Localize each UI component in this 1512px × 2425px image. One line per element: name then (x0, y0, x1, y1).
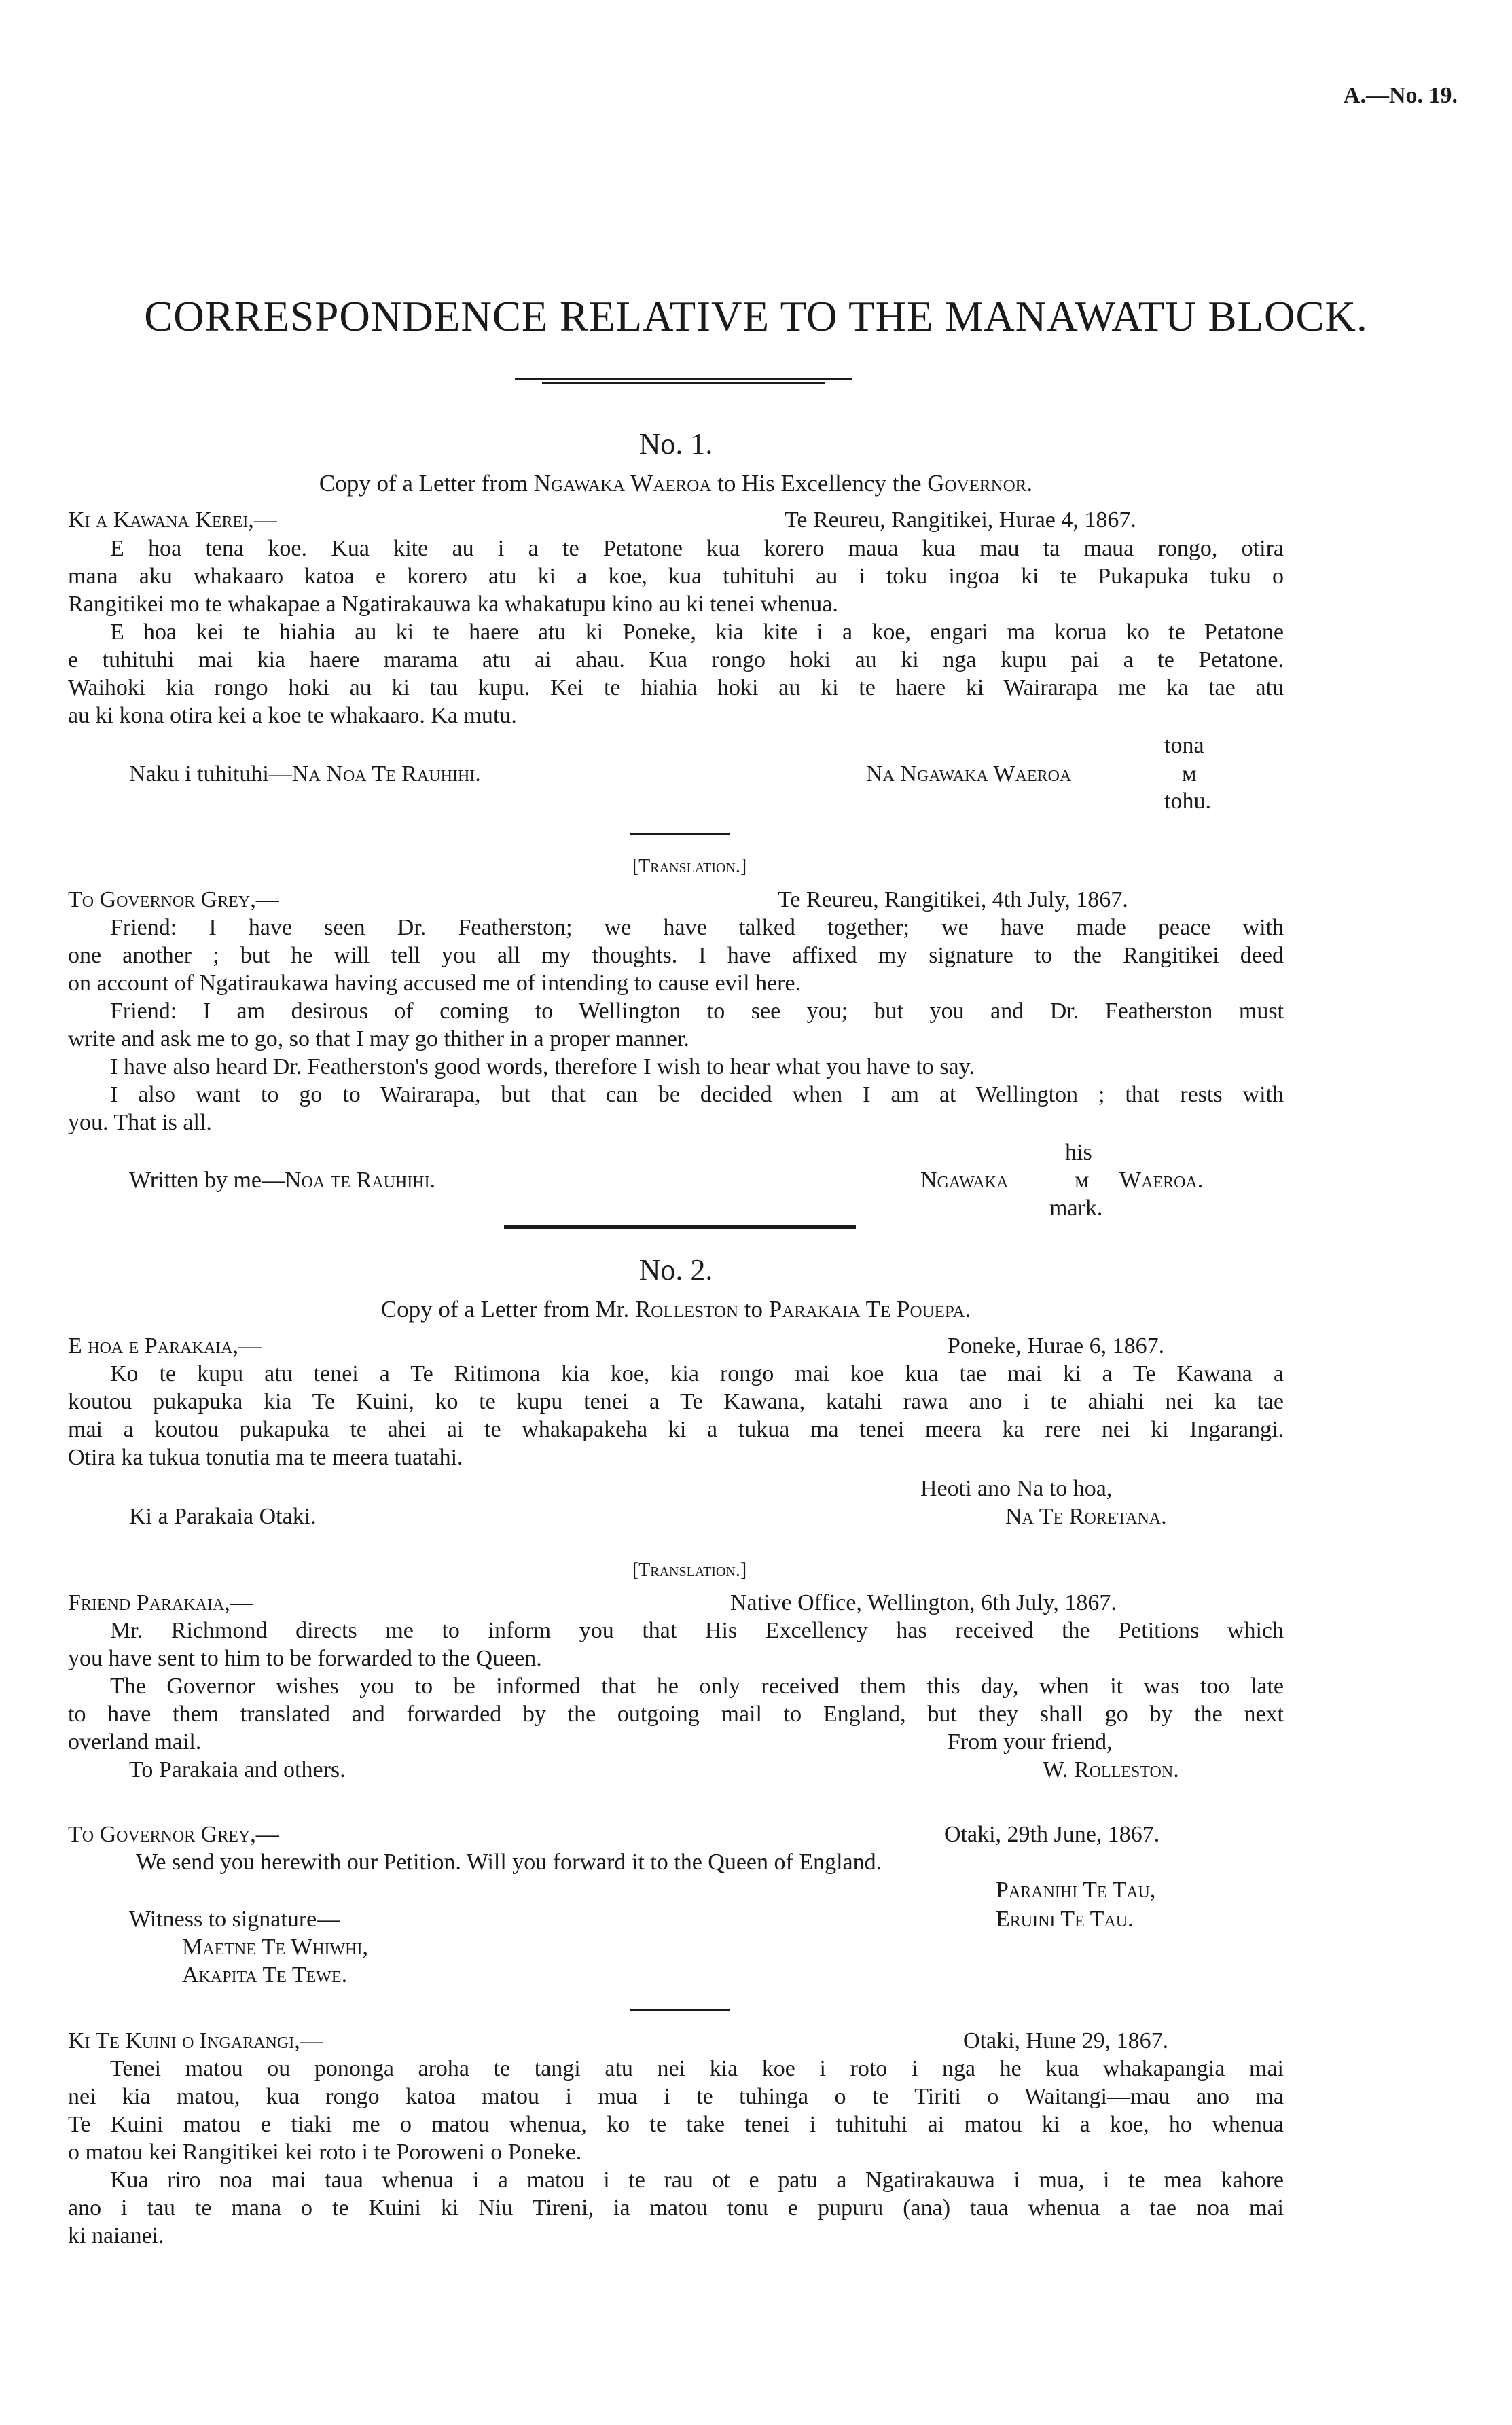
copy-from: Ngawaka Waeroa (533, 470, 712, 497)
body-line: koutou pukapuka kia Te Kuini, ko te kupu tenei a Te Kawana, katahi rawa ano i te ahiahi nei ka tae (68, 1389, 1284, 1414)
body-line: E hoa kei te hiahia au ki te haere atu ki Poneke, kia kite i a koe, engari ma korua ko te Petatone (110, 619, 1284, 645)
body-line: mana aku whakaaro katoa e korero atu ki a koe, kua tuhituhi au i toku ingoa ki te Pukapuka tuku o (68, 564, 1284, 589)
body-line: mai a koutou pukapuka te ahei ai te whakapakeha ki a tukua ma tenei meera ka rere nei ki Ingarangi. (68, 1417, 1284, 1442)
place-date-petition: Otaki, 29th June, 1867. (944, 1822, 1160, 1847)
signature-first-trans1: Ngawaka (920, 1168, 1009, 1193)
copy-line-no2 (0, 1296, 1352, 1323)
body-line: nei kia matou, kua rongo katoa matou i mua i te tuhinga o te Tiriti o Waitangi—mau ano ma (68, 2084, 1284, 2109)
body-line: I have also heard Dr. Featherston's good words, therefore I wish to hear what you have to say. (110, 1054, 975, 1079)
copy-to: Parakaia Te Pouepa. (768, 1296, 971, 1323)
body-line: ki naianei. (68, 2223, 164, 2248)
title-rule (515, 378, 852, 380)
body-line: overland mail. (68, 1729, 202, 1755)
writer-prefix: Naku i tuhituhi— (129, 761, 292, 787)
body-line: Mr. Richmond directs me to inform you that His Excellency has received the Petitions which (110, 1618, 1284, 1643)
writer-trans1 (129, 1167, 672, 1194)
body-line: E hoa tena koe. Kua kite au i a te Petatone kua korero maua kua mau ta maua rongo, otira (110, 536, 1284, 561)
copy-from: Rolleston (634, 1296, 738, 1323)
translation-label: [Translation.] (632, 856, 747, 877)
body-line: you. That is all. (68, 1110, 212, 1135)
salutation-trans1: To Governor Grey,— (68, 887, 279, 912)
document-reference: A.—No. 19. (1343, 83, 1458, 108)
petition-signer-1: Paranihi Te Tau, (996, 1878, 1156, 1903)
place-date-queen: Otaki, Hune 29, 1867. (963, 2028, 1169, 2053)
writer-no1 (129, 761, 672, 788)
section-divider (630, 2009, 730, 2011)
signature-no2: Na Te Roretana. (1005, 1504, 1167, 1529)
mark-top-trans1: his (1065, 1140, 1092, 1165)
place-date-no2: Poneke, Hurae 6, 1867. (948, 1333, 1165, 1359)
body-line: Waihoki kia rongo hoki au ki tau kupu. Kei te hiahia hoki au ki te haere ki Wairarapa me ka tae atu (68, 675, 1284, 700)
major-divider (504, 1225, 856, 1229)
place-date-no1: Te Reureu, Rangitikei, Hurae 4, 1867. (785, 507, 1136, 533)
copy-line-no1 (0, 470, 1352, 497)
copy-prefix: Copy of a Letter from (319, 470, 534, 497)
body-line: The Governor wishes you to be informed that he only received them this day, when it was too late (110, 1674, 1284, 1699)
salutation-no1: Ki a Kawana Kerei,— (68, 507, 277, 533)
witness-2: Akapita Te Tewe. (182, 1962, 348, 1988)
section-heading-no1: No. 1. (638, 427, 713, 461)
body-line: Ko te kupu atu tenei a Te Ritimona kia koe, kia rongo mai koe kua tae mai ki a Te Kawana a (110, 1361, 1284, 1386)
mark-symbol: ᴍ (1182, 761, 1197, 787)
copy-to: Governor. (927, 470, 1033, 497)
signature-trans2: W. Rolleston. (1043, 1757, 1179, 1782)
copy-prefix: Copy of a Letter from Mr. (380, 1296, 635, 1323)
body-line: Tenei matou ou pononga aroha te tangi atu nei kia koe i roto i nga he kua whakapangia mai (110, 2056, 1284, 2081)
salutation-petition: To Governor Grey,— (68, 1822, 279, 1847)
salutation-queen: Ki Te Kuini o Ingarangi,— (68, 2028, 323, 2053)
mark-bottom-trans1: mark. (1049, 1196, 1103, 1221)
title-rule-2 (542, 382, 825, 384)
copy-mid: to (738, 1296, 769, 1323)
place-date-trans2: Native Office, Wellington, 6th July, 1867. (730, 1590, 1117, 1615)
signature-no1: Na Ngawaka Waeroa (866, 761, 1072, 787)
salutation-trans2: Friend Parakaia,— (68, 1590, 253, 1615)
witness-1: Maetne Te Whiwhi, (182, 1935, 368, 1960)
signature-last-trans1: Waeroa. (1119, 1168, 1204, 1193)
writer-prefix: Written by me— (129, 1168, 285, 1193)
section-heading-no2: No. 2. (638, 1253, 713, 1287)
closing-no2: Heoti ano Na to hoa, (920, 1476, 1113, 1501)
body-line: Rangitikei mo te whakapae a Ngatirakauwa ka whakatupu kino au ki tenei whenua. (68, 592, 838, 617)
petition-body: We send you herewith our Petition. Will you forward it to the Queen of England. (136, 1850, 882, 1875)
addressee-no2: Ki a Parakaia Otaki. (129, 1504, 317, 1529)
translation-label: [Translation.] (632, 1560, 747, 1581)
body-line: one another ; but he will tell you all my thoughts. I have affixed my signature to the Rangitikei deed (68, 943, 1284, 968)
body-line: Friend: I am desirous of coming to Wellington to see you; but you and Dr. Featherston must (110, 999, 1284, 1024)
witness-label: Witness to signature— (129, 1907, 340, 1932)
writer-name: Na Noa Te Rauhihi. (291, 761, 481, 787)
body-line: Friend: I have seen Dr. Featherston; we have talked together; we have made peace with (110, 915, 1284, 940)
body-line: on account of Ngatiraukawa having accused me of intending to cause evil here. (68, 971, 802, 996)
mark-symbol: ᴍ (1075, 1168, 1090, 1193)
body-line: ano i tau te mana o te Kuini ki Niu Tireni, ia matou tonu e pupuru (ana) taua whenua a tae noa mai (68, 2195, 1284, 2221)
addressee-trans2: To Parakaia and others. (129, 1757, 346, 1782)
section-divider (630, 833, 730, 835)
body-line: au ki kona otira kei a koe te whakaaro. Ka mutu. (68, 703, 517, 728)
place-date-trans1: Te Reureu, Rangitikei, 4th July, 1867. (778, 887, 1128, 912)
body-line: Kua riro noa mai taua whenua i a matou i te rau ot e patu a Ngatirakauwa i mua, i te mea kahore (110, 2168, 1284, 2193)
body-line: Te Kuini matou e tiaki me o matou whenua, ko te take tenei i tuhituhi ai matou ki a koe, ho whenua (68, 2112, 1284, 2137)
body-line: you have sent to him to be forwarded to the Queen. (68, 1646, 542, 1671)
mark-top-no1: tona (1164, 733, 1204, 758)
mark-bottom-no1: tohu. (1164, 789, 1211, 814)
copy-mid: to His Excellency the (711, 470, 928, 497)
body-line: e tuhituhi mai kia haere marama atu ai ahau. Kua rongo hoki au ki nga kupu pai a te Petatone. (68, 647, 1284, 672)
petition-signer-2: Eruini Te Tau. (996, 1907, 1134, 1932)
salutation-no2: E hoa e Parakaia,— (68, 1333, 262, 1359)
page-title: CORRESPONDENCE RELATIVE TO THE MANAWATU BLOCK. (144, 293, 1368, 340)
body-line: write and ask me to go, so that I may go thither in a proper manner. (68, 1026, 689, 1052)
closing-trans2: From your friend, (948, 1729, 1113, 1755)
body-line: Otira ka tukua tonutia ma te meera tuatahi. (68, 1445, 463, 1470)
body-line: I also want to go to Wairarapa, but that can be decided when I am at Wellington ; that rests with (110, 1082, 1284, 1107)
body-line: o matou kei Rangitikei kei roto i te Poroweni o Poneke. (68, 2140, 582, 2165)
writer-name: Noa te Rauhihi. (285, 1168, 436, 1193)
body-line: to have them translated and forwarded by the outgoing mail to England, but they shall go by the next (68, 1702, 1284, 1727)
